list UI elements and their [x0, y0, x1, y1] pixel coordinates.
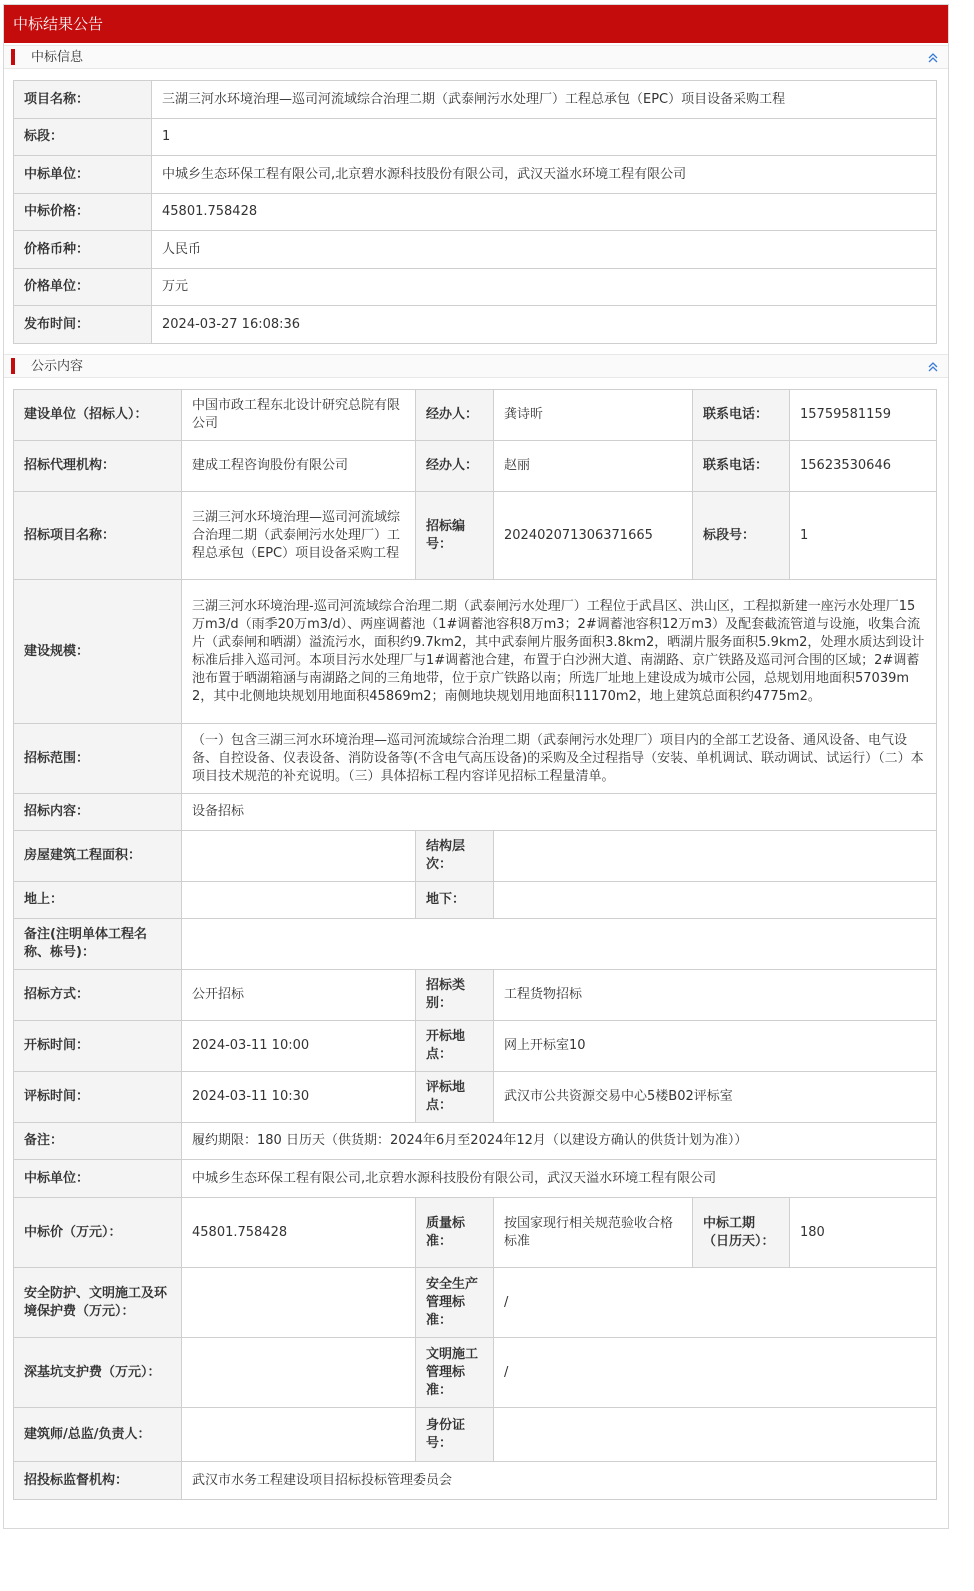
currency-value: 人民币: [152, 231, 937, 269]
winner-value: 中城乡生态环保工程有限公司,北京碧水源科技股份有限公司，武汉天溢水环境工程有限公司: [152, 156, 937, 194]
page-title: 中标结果公告: [4, 5, 948, 43]
open-time-label: 开标时间：: [14, 1021, 182, 1072]
safety-std-label: 安全生产管理标准：: [416, 1268, 494, 1338]
lot-no-label: 标段号：: [693, 492, 790, 580]
safety-std-value: /: [494, 1268, 937, 1338]
quality-value: 按国家现行相关规范验收合格标准: [494, 1198, 693, 1268]
winner-label: 中标单位：: [14, 156, 152, 194]
collapse-chevron-icon[interactable]: [926, 360, 940, 374]
owner-phone-value: 15759581159: [790, 390, 937, 441]
agency-handler-label: 经办人：: [416, 441, 494, 492]
remark-label: 备注：: [14, 1123, 182, 1160]
table-row: [14, 306, 937, 344]
open-place-label: 开标地点：: [416, 1021, 494, 1072]
supervisor-label: 招投标监督机构：: [14, 1462, 182, 1500]
period-value: 180: [790, 1198, 937, 1268]
structure-value: [494, 831, 937, 882]
eval-time-label: 评标时间：: [14, 1072, 182, 1123]
above-ground-value: [182, 882, 416, 919]
table-row: [14, 1268, 937, 1338]
above-ground-label: 地上：: [14, 882, 182, 919]
below-ground-label: 地下：: [416, 882, 494, 919]
scope-label: 招标范围：: [14, 724, 182, 794]
table-row: [14, 580, 937, 724]
table-row: [14, 794, 937, 831]
table-row: [14, 441, 937, 492]
section-title-notice: 公示内容: [31, 359, 84, 374]
table-row: [14, 1160, 937, 1198]
price-value: 45801.758428: [152, 194, 937, 231]
unit-label: 价格单位：: [14, 269, 152, 306]
section-marker: [11, 49, 15, 65]
safety-fee-label: 安全防护、文明施工及环境保护费（万元）：: [14, 1268, 182, 1338]
win-price-value: 45801.758428: [182, 1198, 416, 1268]
scale-label: 建设规模：: [14, 580, 182, 724]
table-row: [14, 1198, 937, 1268]
remark-value: 履约期限：180 日历天（供货期：2024年6月至2024年12月（以建设方确认的供货计划为准））: [182, 1123, 937, 1160]
table-row: [14, 831, 937, 882]
architect-label: 建筑师/总监/负责人：: [14, 1408, 182, 1462]
scope-value: （一）包含三湖三河水环境治理—巡司河流域综合治理二期（武泰闸污水处理厂）项目内的全部工艺设备、通风设备、电气设备、自控设备、仪表设备、消防设备等(不含电气高压设备)的采购及全过程指导（安装、单机调试、联动调试、试运行）（二）本项目技术规范的补充说明。（三）具体招标工程内容详见招标工程量清单。: [182, 724, 937, 794]
unit-value: 万元: [152, 269, 937, 306]
win-price-label: 中标价（万元）：: [14, 1198, 182, 1268]
section-label: 标段：: [14, 119, 152, 156]
table-row: [14, 1072, 937, 1123]
section-title-award: 中标信息: [31, 50, 84, 65]
eval-time-value: 2024-03-11 10:30: [182, 1072, 416, 1123]
tender-no-label: 招标编号：: [416, 492, 494, 580]
owner-label: 建设单位（招标人）：: [14, 390, 182, 441]
eval-place-label: 评标地点：: [416, 1072, 494, 1123]
id-number-value: [494, 1408, 937, 1462]
open-time-value: 2024-03-11 10:00: [182, 1021, 416, 1072]
owner-value: 中国市政工程东北设计研究总院有限公司: [182, 390, 416, 441]
remark-unit-value: [182, 919, 937, 970]
method-label: 招标方式：: [14, 970, 182, 1021]
period-label: 中标工期（日历天）：: [693, 1198, 790, 1268]
collapse-chevron-icon[interactable]: [926, 51, 940, 65]
method-value: 公开招标: [182, 970, 416, 1021]
owner-phone-label: 联系电话：: [693, 390, 790, 441]
project-name-label: 项目名称：: [14, 81, 152, 119]
table-row: [14, 119, 937, 156]
remark-unit-label: 备注(注明单体工程名称、栋号)：: [14, 919, 182, 970]
table-row: [14, 81, 937, 119]
table-row: [14, 390, 937, 441]
table-row: [14, 1338, 937, 1408]
category-label: 招标类别：: [416, 970, 494, 1021]
table-row: [14, 194, 937, 231]
supervisor-value: 武汉市水务工程建设项目招标投标管理委员会: [182, 1462, 937, 1500]
category-value: 工程货物招标: [494, 970, 937, 1021]
id-number-label: 身份证号：: [416, 1408, 494, 1462]
section-value: 1: [152, 119, 937, 156]
table-row: [14, 156, 937, 194]
civil-std-label: 文明施工管理标准：: [416, 1338, 494, 1408]
price-label: 中标价格：: [14, 194, 152, 231]
table-row: [14, 492, 937, 580]
publish-time-label: 发布时间：: [14, 306, 152, 344]
tender-no-value: 20240207130637166​5: [494, 492, 693, 580]
building-area-value: [182, 831, 416, 882]
section-header-award[interactable]: [4, 45, 948, 69]
table-row: [14, 882, 937, 919]
civil-std-value: /: [494, 1338, 937, 1408]
pit-fee-label: 深基坑支护费（万元）：: [14, 1338, 182, 1408]
table-row: [14, 1123, 937, 1160]
structure-label: 结构层次：: [416, 831, 494, 882]
agency-handler-value: 赵丽: [494, 441, 693, 492]
safety-fee-value: [182, 1268, 416, 1338]
below-ground-value: [494, 882, 937, 919]
scale-value: 三湖三河水环境治理-巡司河流域综合治理二期（武泰闸污水处理厂）工程位于武昌区、洪山区，工程拟新建一座污水处理厂15万m3/d（雨季20万m3/d）、两座调蓄池（1#调蓄池容积8万m3；2#调蓄池容积12万m3）及配套截流管道与设施，收集合流片（武泰闸和晒湖）溢流污水，面积约9.7km2，其中武泰闸片服务面积3.8km2，晒湖片服务面积5.9km2，处理水质达到设计标准后排入巡司河。本项目污水处理厂与1#调蓄池合建，布置于白沙洲大道、南湖路、京广铁路及巡司河合围的区域；2#调蓄池布置于晒湖箱涵与南湖路之间的三角地带，位于京广铁路以南；所选厂址地上建设成为城市公园，总规划用地面积57039m2，其中北侧地块规划用地面积45869m2；南侧地块规划用地面积11170m2，地上建筑总面积约4775m2。: [182, 580, 937, 724]
table-row: [14, 231, 937, 269]
eval-place-value: 武汉市公共资源交易中心5楼B02评标室: [494, 1072, 937, 1123]
content-value: 设备招标: [182, 794, 937, 831]
agency-phone-label: 联系电话：: [693, 441, 790, 492]
agency-value: 建成工程咨询股份有限公司: [182, 441, 416, 492]
table-row: [14, 724, 937, 794]
building-area-label: 房屋建筑工程面积：: [14, 831, 182, 882]
architect-value: [182, 1408, 416, 1462]
notice-winner-label: 中标单位：: [14, 1160, 182, 1198]
publish-time-value: 2024-03-27 16:08:36: [152, 306, 937, 344]
table-row: [14, 1021, 937, 1072]
currency-label: 价格币种：: [14, 231, 152, 269]
agency-label: 招标代理机构：: [14, 441, 182, 492]
section-marker: [11, 358, 15, 374]
owner-handler-value: 龚诗昕: [494, 390, 693, 441]
quality-label: 质量标准：: [416, 1198, 494, 1268]
content-label: 招标内容：: [14, 794, 182, 831]
lot-no-value: 1: [790, 492, 937, 580]
pit-fee-value: [182, 1338, 416, 1408]
notice-table: [13, 389, 937, 1500]
owner-handler-label: 经办人：: [416, 390, 494, 441]
table-row: [14, 1462, 937, 1500]
notice-winner-value: 中城乡生态环保工程有限公司,北京碧水源科技股份有限公司，武汉天溢水环境工程有限公司: [182, 1160, 937, 1198]
table-row: [14, 919, 937, 970]
open-place-value: 网上开标室10: [494, 1021, 937, 1072]
agency-phone-value: 15623530646: [790, 441, 937, 492]
table-row: [14, 970, 937, 1021]
project-name-value: 三湖三河水环境治理—巡司河流域综合治理二期（武泰闸污水处理厂）工程总承包（EPC）项目设备采购工程: [152, 81, 937, 119]
table-row: [14, 269, 937, 306]
tender-project-value: 三湖三河水环境治理—巡司河流域综合治理二期（武泰闸污水处理厂）工程总承包（EPC）项目设备采购工程: [182, 492, 416, 580]
tender-project-label: 招标项目名称：: [14, 492, 182, 580]
award-info-table: [13, 80, 937, 344]
section-header-notice[interactable]: [4, 354, 948, 378]
table-row: [14, 1408, 937, 1462]
